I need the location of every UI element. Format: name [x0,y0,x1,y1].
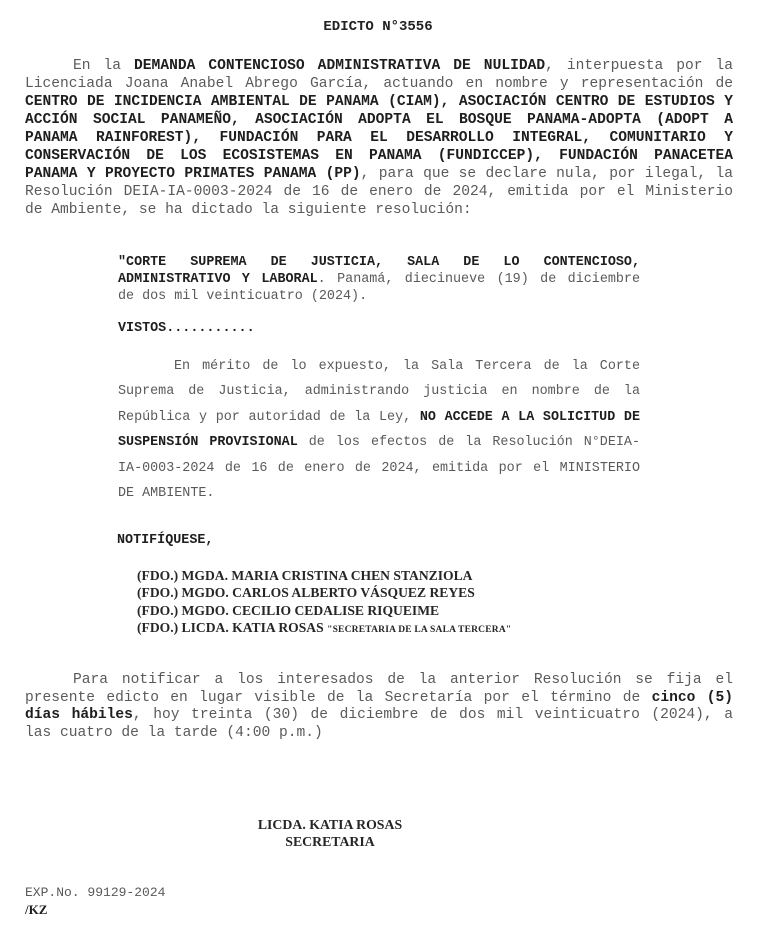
secretary-name: LICDA. KATIA ROSAS [257,817,403,832]
intro-plaintiffs: CENTRO DE INCIDENCIA AMBIENTAL DE PANAMA (CIAM), ASOCIACIÓN CENTRO DE ESTUDIOS Y ACCIÓN SOCIAL PANAMEÑO, ASOCIACIÓN ADOPTA EL BOSQUE PANAMA-ADOPTA (ADOPT A PANAMA RAINFOREST), FUNDACIÓN PARA EL DESARROLLO INTEGRAL, COMUNITARIO Y CONSERVACIÓN DE LOS ECOSISTEMAS EN PANAMA (FUNDICCEP), FUNDACIÓN PANACETEA PANAMA Y PROYECTO PRIMATES PANAMA (PP) [25,94,733,182]
decision-text-2: de los efectos de la Resolución N°DEIA-IA-0003-2024 de 16 de enero de 2024, emitida por el MINISTERIO DE AMBIENTE. [118,435,640,502]
document-title: EDICTO N°3556 [323,19,433,35]
intro-text-1: En la [73,58,135,74]
notify-label: NOTIFÍQUESE, [117,533,214,548]
decision-paragraph [118,354,640,506]
closing-paragraph [25,672,733,742]
secretary-signature-block [220,816,440,850]
signature-text: (FDO.) MGDA. MARIA CRISTINA CHEN STANZIOLA [137,568,473,583]
signature-text: (FDO.) MGDO. CECILIO CEDALISE RIQUEIME [137,602,440,618]
decision-text-1: En mérito de lo expuesto, la Sala Tercera de la Corte Suprema de Justicia, administrando justicia en nombre de la República y por autoridad de la Ley, [118,359,640,425]
signature-list [137,567,511,639]
signature-role: "SECRETARIA DE LA SALA TERCERA" [327,624,512,635]
signature-text: (FDO.) MGDO. CARLOS ALBERTO VÁSQUEZ REYES [137,585,475,601]
signature-text: (FDO.) LICDA. KATIA ROSAS [137,619,324,635]
intro-text-2: , interpuesta por la Licenciada Joana Anabel Abrego García, actuando en nombre y representación de [25,58,734,92]
closing-text-2: , hoy treinta (30) de diciembre de dos mil veinticuatro (2024), a las cuatro de la tarde (4:00 p.m.) [25,707,734,741]
closing-text-1: Para notificar a los interesados de la anterior Resolución se fija el presente edicto en lugar visible de la Secretaría por el término de [25,672,733,706]
footer-block [25,884,165,918]
resolution-date: . Panamá, diecinueve (19) de diciembre de dos mil veinticuatro (2024). [118,272,640,304]
case-number: EXP.No. 99129-2024 [25,885,166,900]
decision-ruling: NO ACCEDE A LA SOLICITUD DE SUSPENSIÓN PROVISIONAL [118,409,641,451]
intro-paragraph [25,57,733,219]
intro-case-type: DEMANDA CONTENCIOSO ADMINISTRATIVA DE NULIDAD [134,58,546,74]
court-name: "CORTE SUPREMA DE JUSTICIA, SALA DE LO CONTENCIOSO, ADMINISTRATIVO Y LABORAL [118,255,640,287]
secretary-role: SECRETARIA [285,834,375,849]
resolution-heading [118,254,640,305]
signature-line [137,602,511,619]
signature-line [137,584,511,601]
signature-line [137,619,511,639]
intro-text-3: , para que se declare nula, por ilegal, la Resolución DEIA-IA-0003-2024 de 16 de enero de 2024, emitida por el Ministerio de Ambiente, se ha dictado la siguiente resolución: [25,166,734,218]
signature-line [137,567,511,584]
closing-term: cinco (5) días hábiles [25,689,733,724]
typist-initials: /KZ [25,902,48,917]
vistos-label: VISTOS........... [118,321,255,336]
